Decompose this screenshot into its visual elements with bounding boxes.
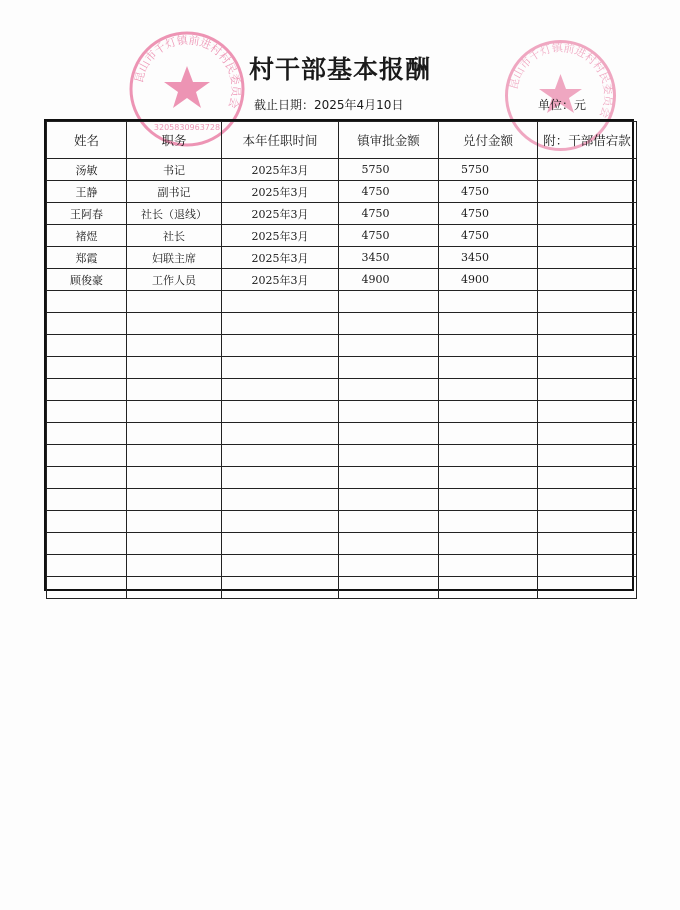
cell-loan-note [538, 445, 637, 467]
cell-name [47, 423, 127, 445]
cell-term [222, 401, 339, 423]
cell-name [47, 555, 127, 577]
cell-loan-note [538, 357, 637, 379]
table-row [47, 577, 637, 599]
cell-paid-amount [439, 401, 538, 423]
header-approved-amount: 镇审批金额 [339, 122, 439, 159]
cell-position [127, 357, 222, 379]
cell-approved-amount: 4750 [339, 203, 439, 225]
cell-paid-amount: 4750 [439, 225, 538, 247]
cell-paid-amount [439, 335, 538, 357]
svg-text:昆山市千灯镇前进村村民委员会: 昆山市千灯镇前进村村民委员会 [506, 41, 615, 120]
cell-loan-note [538, 335, 637, 357]
cell-loan-note [538, 577, 637, 599]
cell-paid-amount: 5750 [439, 159, 538, 181]
cell-approved-amount [339, 577, 439, 599]
cell-name: 王阿春 [47, 203, 127, 225]
cell-paid-amount [439, 423, 538, 445]
cell-name [47, 291, 127, 313]
cell-term: 2025年3月 [222, 269, 339, 291]
cell-loan-note [538, 555, 637, 577]
cell-loan-note [538, 159, 637, 181]
cell-approved-amount: 5750 [339, 159, 439, 181]
cell-term [222, 313, 339, 335]
cell-approved-amount [339, 511, 439, 533]
table-row [47, 291, 637, 313]
table-row [47, 467, 637, 489]
cell-approved-amount [339, 357, 439, 379]
cell-position [127, 533, 222, 555]
cell-approved-amount: 4900 [339, 269, 439, 291]
cell-name: 褚煜 [47, 225, 127, 247]
cell-name: 顾俊豪 [47, 269, 127, 291]
cell-approved-amount: 4750 [339, 225, 439, 247]
cell-loan-note [538, 181, 637, 203]
table-row [47, 555, 637, 577]
cell-name [47, 379, 127, 401]
cell-approved-amount: 3450 [339, 247, 439, 269]
cell-term [222, 335, 339, 357]
cell-loan-note [538, 225, 637, 247]
cell-position: 书记 [127, 159, 222, 181]
table-row [47, 489, 637, 511]
cell-approved-amount [339, 467, 439, 489]
table-row [47, 357, 637, 379]
cell-loan-note [538, 379, 637, 401]
cell-position [127, 489, 222, 511]
cell-position [127, 313, 222, 335]
cell-term [222, 445, 339, 467]
table-row [47, 269, 637, 291]
cell-name [47, 577, 127, 599]
cell-term: 2025年3月 [222, 203, 339, 225]
cell-approved-amount [339, 291, 439, 313]
cell-term: 2025年3月 [222, 247, 339, 269]
cell-position [127, 467, 222, 489]
header-paid-amount: 兑付金额 [439, 122, 538, 159]
cell-paid-amount: 4750 [439, 181, 538, 203]
cell-position [127, 401, 222, 423]
cell-paid-amount [439, 467, 538, 489]
cell-term [222, 533, 339, 555]
cell-loan-note [538, 291, 637, 313]
cell-term [222, 467, 339, 489]
cell-loan-note [538, 467, 637, 489]
cell-approved-amount [339, 379, 439, 401]
table-row [47, 181, 637, 203]
cell-approved-amount [339, 401, 439, 423]
cell-paid-amount [439, 555, 538, 577]
cell-loan-note [538, 203, 637, 225]
cell-name [47, 313, 127, 335]
document-title: 村干部基本报酬 [248, 55, 431, 84]
cell-term [222, 423, 339, 445]
cell-paid-amount [439, 511, 538, 533]
table-row [47, 511, 637, 533]
cell-position [127, 379, 222, 401]
cell-approved-amount [339, 423, 439, 445]
cell-approved-amount [339, 555, 439, 577]
cell-name: 王静 [47, 181, 127, 203]
cell-paid-amount [439, 379, 538, 401]
cell-term [222, 379, 339, 401]
cell-name [47, 445, 127, 467]
cell-position: 妇联主席 [127, 247, 222, 269]
table-row [47, 401, 637, 423]
cell-term: 2025年3月 [222, 225, 339, 247]
cell-approved-amount [339, 313, 439, 335]
cell-position: 社长（退线） [127, 203, 222, 225]
cell-approved-amount [339, 335, 439, 357]
cell-term: 2025年3月 [222, 181, 339, 203]
cell-loan-note [538, 313, 637, 335]
cell-position: 工作人员 [127, 269, 222, 291]
cell-approved-amount [339, 489, 439, 511]
cell-position [127, 555, 222, 577]
cell-loan-note [538, 489, 637, 511]
cell-position: 社长 [127, 225, 222, 247]
cell-name [47, 533, 127, 555]
cell-position [127, 511, 222, 533]
cell-paid-amount [439, 533, 538, 555]
cell-paid-amount [439, 445, 538, 467]
cell-approved-amount [339, 533, 439, 555]
cell-paid-amount [439, 313, 538, 335]
cell-loan-note [538, 247, 637, 269]
unit-label: 单位：元 [538, 98, 587, 112]
cell-paid-amount [439, 357, 538, 379]
cell-position [127, 577, 222, 599]
cell-name [47, 401, 127, 423]
cell-paid-amount: 4900 [439, 269, 538, 291]
table-row [47, 533, 637, 555]
table-row [47, 335, 637, 357]
cell-term: 2025年3月 [222, 159, 339, 181]
cell-loan-note [538, 533, 637, 555]
cell-term [222, 555, 339, 577]
cell-name: 汤敏 [47, 159, 127, 181]
cell-approved-amount [339, 445, 439, 467]
table-header-row [47, 122, 637, 159]
cell-name [47, 467, 127, 489]
table-row [47, 247, 637, 269]
cell-loan-note [538, 423, 637, 445]
table-row [47, 159, 637, 181]
cell-term [222, 489, 339, 511]
cell-position [127, 445, 222, 467]
cell-paid-amount [439, 489, 538, 511]
cell-position: 副书记 [127, 181, 222, 203]
header-term: 本年任职时间 [222, 122, 339, 159]
cell-paid-amount [439, 577, 538, 599]
cell-paid-amount [439, 291, 538, 313]
cell-loan-note [538, 511, 637, 533]
cell-loan-note [538, 401, 637, 423]
cell-term [222, 511, 339, 533]
cell-paid-amount: 4750 [439, 203, 538, 225]
cell-paid-amount: 3450 [439, 247, 538, 269]
cell-approved-amount: 4750 [339, 181, 439, 203]
table-row [47, 445, 637, 467]
header-loan-note: 附：干部借宕款 [538, 122, 637, 159]
table-body [47, 159, 637, 599]
table-row [47, 313, 637, 335]
table-row [47, 423, 637, 445]
cell-name [47, 357, 127, 379]
cell-name [47, 511, 127, 533]
cutoff-date: 截止日期：2025年4月10日 [254, 98, 404, 112]
cell-term [222, 577, 339, 599]
cell-loan-note [538, 269, 637, 291]
cell-position [127, 291, 222, 313]
svg-text:昆山市千灯镇前进村村民委员会: 昆山市千灯镇前进村村民委员会 [132, 33, 243, 110]
cell-name [47, 489, 127, 511]
cell-term [222, 357, 339, 379]
cell-name [47, 335, 127, 357]
cell-name: 郑霞 [47, 247, 127, 269]
table-row [47, 225, 637, 247]
cell-position [127, 335, 222, 357]
table-row [47, 203, 637, 225]
header-position: 职务 [127, 122, 222, 159]
cell-position [127, 423, 222, 445]
cell-term [222, 291, 339, 313]
table-row [47, 379, 637, 401]
header-name: 姓名 [47, 122, 127, 159]
svg-text:3205830963728: 3205830963728 [153, 123, 221, 132]
remuneration-table [44, 119, 634, 591]
